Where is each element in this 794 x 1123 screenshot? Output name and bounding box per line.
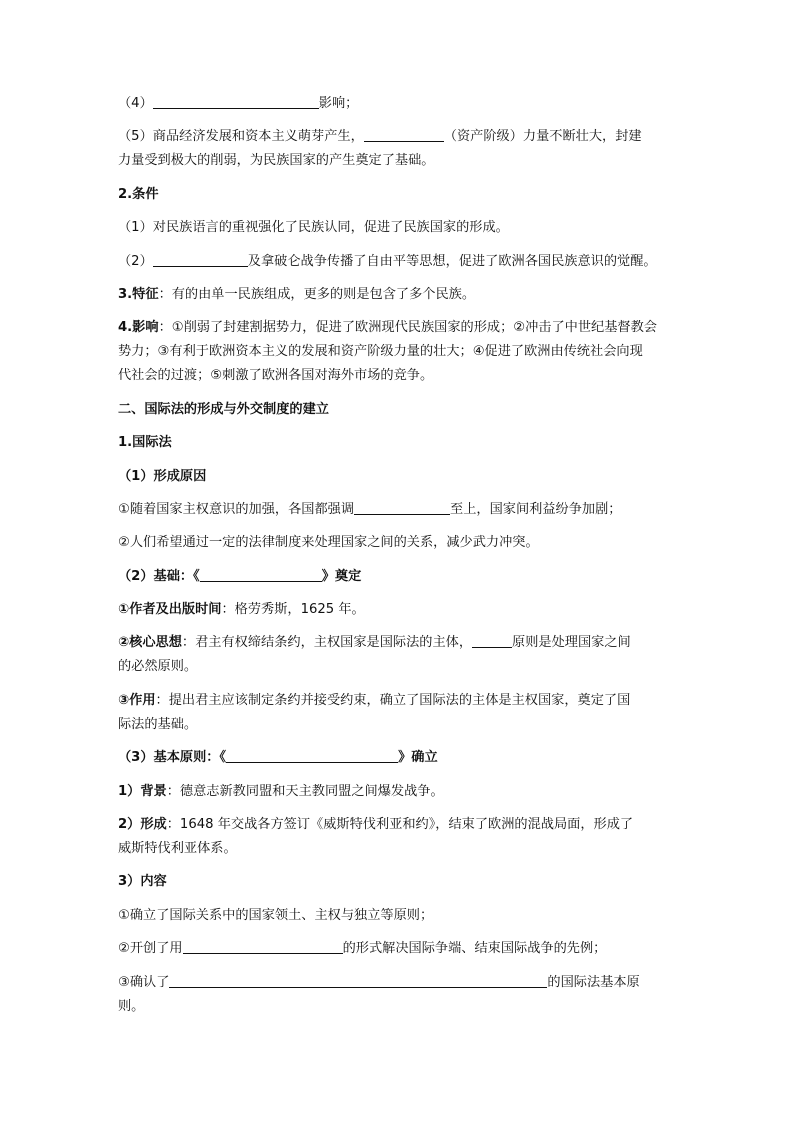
heading-basic-principles: [118, 746, 683, 770]
blank-underline: [153, 94, 319, 109]
text: ③确认了: [118, 974, 170, 990]
blank-underline: [200, 567, 322, 582]
foundation-2: [118, 631, 683, 679]
text: 的形式解决国际争端、结束国际战争的先例；: [342, 941, 607, 957]
heading-conditions: 2.条件: [118, 186, 159, 202]
blank-underline: [183, 939, 343, 954]
text: （2）基础：《: [118, 568, 200, 584]
foundation-3: [118, 689, 683, 737]
condition-2: [118, 250, 683, 274]
blank-underline: [354, 500, 450, 515]
label: ③作用: [118, 692, 156, 708]
text: （4）: [118, 96, 153, 111]
text: 威斯特伐利亚体系。: [118, 841, 237, 857]
features: [118, 283, 683, 307]
reason-1: [118, 498, 683, 522]
text: ：1648 年交战各方签订《威斯特伐利亚和约》，结束了欧洲的混战局面，形成了: [166, 817, 634, 833]
line-influence-4: [118, 92, 683, 116]
text: 原则是处理国家之间: [512, 635, 631, 651]
text: 则。: [118, 998, 145, 1014]
text: ：提出君主应该制定条约并接受约束，确立了国际法的主体是主权国家，奠定了国: [155, 692, 631, 708]
line-influence-5: [118, 125, 683, 173]
foundation-1: [118, 598, 683, 622]
heading-foundation: [118, 565, 683, 589]
label: ②核心思想: [118, 635, 182, 651]
text: ②开创了用: [118, 941, 183, 957]
text: 至上，国家间利益纷争加剧；: [450, 501, 622, 517]
condition-1: （1）对民族语言的重视强化了民族认同，促进了民族国家的形成。: [118, 220, 509, 236]
blank-underline: [364, 127, 444, 142]
content-3: [118, 971, 683, 1019]
blank-underline: [169, 973, 547, 988]
text: ：格劳秀斯，1625 年。: [221, 602, 365, 618]
label: 1）背景: [118, 783, 167, 799]
reason-2: ②人们希望通过一定的法律制度来处理国家之间的关系，减少武力冲突。: [118, 535, 539, 551]
text: 》确立: [398, 750, 438, 766]
heading-international-law: 1.国际法: [118, 435, 172, 451]
background: [118, 780, 683, 804]
blank-underline: [226, 748, 398, 763]
heading-reason: （1）形成原因: [118, 468, 207, 484]
text: ：①削弱了封建割据势力，促进了欧洲现代民族国家的形成；②冲击了中世纪基督教会: [158, 320, 657, 336]
formation: [118, 813, 683, 861]
text: ：德意志新教同盟和天主教同盟之间爆发战争。: [166, 783, 444, 799]
text: （3）基本原则：《: [118, 750, 227, 766]
text: 》奠定: [321, 568, 362, 584]
text: 力量受到极大的削弱，为民族国家的产生奠定了基础。: [118, 153, 435, 169]
label: 3.特征: [118, 286, 159, 302]
text: 代社会的过渡；⑤刺激了欧洲各国对海外市场的竞争。: [118, 368, 434, 384]
label: ①作者及出版时间: [118, 602, 222, 618]
document-body: [118, 92, 683, 1028]
text: ：君主有权缔结条约，主权国家是国际法的主体，: [181, 635, 473, 651]
content-2: [118, 937, 683, 961]
text: （5）商品经济发展和资本主义萌芽产生，: [118, 129, 364, 145]
text: 及拿破仑战争传播了自由平等思想，促进了欧洲各国民族意识的觉醒。: [247, 253, 657, 269]
text: 的必然原则。: [118, 659, 198, 675]
text: （2）: [118, 253, 153, 269]
influence: [118, 316, 683, 388]
content-1: ①确立了国际关系中的国家领土、主权与独立等原则；: [118, 907, 434, 923]
label: 4.影响: [118, 320, 159, 336]
text: ：有的由单一民族组成，更多的则是包含了多个民族。: [158, 286, 476, 302]
text: （资产阶级）力量不断壮大，封建: [443, 129, 642, 145]
heading-content: 3）内容: [118, 874, 167, 890]
label: 2）形成: [118, 817, 167, 833]
section-2-heading: 二、国际法的形成与外交制度的建立: [118, 401, 329, 417]
text: 势力；③有利于欧洲资本主义的发展和资产阶级力量的壮大；④促进了欧洲由传统社会向现: [118, 344, 643, 360]
text: 影响；: [318, 96, 359, 111]
blank-underline: [472, 633, 512, 648]
text: 际法的基础。: [118, 716, 198, 732]
text: 的国际法基本原: [547, 974, 640, 990]
blank-underline: [153, 252, 248, 267]
text: ①随着国家主权意识的加强，各国都强调: [118, 501, 355, 517]
